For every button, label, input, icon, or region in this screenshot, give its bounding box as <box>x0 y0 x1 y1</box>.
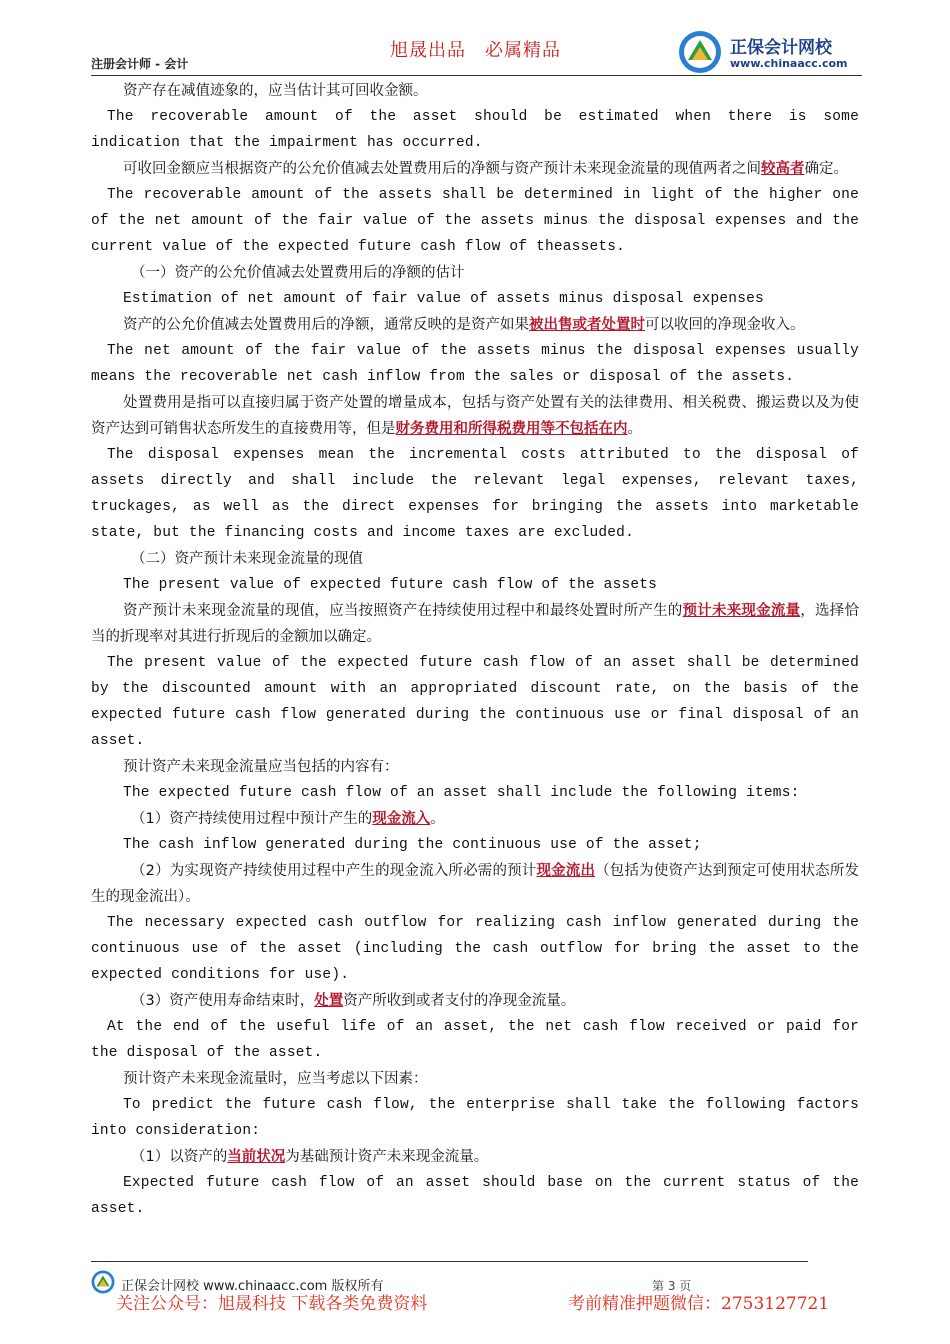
paragraph-en <box>91 1014 859 1066</box>
highlighted-term: 现金流入 <box>372 811 431 827</box>
paragraph-cn <box>91 598 859 650</box>
paragraph-text: （3）资产使用寿命结束时， <box>131 993 315 1009</box>
highlighted-term: 被出售或者处置时 <box>529 317 645 333</box>
paragraph-text: The recoverable amount of the assets shall be determined in light of the higher one of the net amount of the fair value of the assets minus the disposal expenses and the current value of the expected future cash flow of theassets. <box>91 187 859 255</box>
paragraph-cn <box>91 156 859 182</box>
paragraph-text: Expected future cash flow of an asset should base on the current status of the asset. <box>91 1175 859 1217</box>
paragraph-cn <box>91 312 859 338</box>
chinaacc-logo-icon <box>678 30 722 74</box>
paragraph-text: 预计资产未来现金流量时，应当考虑以下因素： <box>123 1071 428 1087</box>
logo-url: www.chinaacc.com <box>730 57 848 70</box>
paragraph-cn <box>91 390 859 442</box>
paragraph-text: 为基础预计资产未来现金流量。 <box>285 1149 489 1165</box>
paragraph-en <box>91 1092 859 1144</box>
paragraph-text: 资产预计未来现金流量的现值，应当按照资产在持续使用过程中和最终处置时所产生的 <box>123 603 683 619</box>
paragraph-text: ，选择恰当的折现率对其进行折现后的金额加以确定。 <box>91 603 860 645</box>
paragraph-text: （包括为使资产达到预定可使用状态所发生的现金流出）。 <box>91 863 860 905</box>
paragraph-en <box>91 832 859 858</box>
paragraph-text: The disposal expenses mean the incremental costs attributed to the disposal of assets directly and shall include the relevant legal expenses, relevant taxes, truckages, as well as the direct expenses for bringing the assets into marketable state, but the financing costs and income taxes are excluded. <box>91 447 859 541</box>
paragraph-cn <box>91 1066 859 1092</box>
header-slogan: 旭晟出品 必属精品 <box>390 40 561 61</box>
paragraph-text: The necessary expected cash outflow for realizing cash inflow generated during the continuous use of the asset (including the cash outflow for bring the asset to the expected conditions for use). <box>91 915 859 983</box>
paragraph-en <box>91 910 859 988</box>
paragraph-cn <box>91 260 859 286</box>
paragraph-en <box>91 104 859 156</box>
paragraph-cn <box>91 754 859 780</box>
paragraph-text: （一）资产的公允价值减去处置费用后的净额的估计 <box>131 265 465 281</box>
paragraph-text: To predict the future cash flow, the enterprise shall take the following factors into consideration: <box>91 1097 859 1139</box>
paragraph-text: 资产所收到或者支付的净现金流量。 <box>343 993 576 1009</box>
paragraph-text: （2）为实现资产持续使用过程中产生的现金流入所必需的预计 <box>131 863 537 879</box>
paragraph-text: The recoverable amount of the asset should be estimated when there is some indication that the impairment has occurred. <box>91 109 859 151</box>
highlighted-term: 当前状况 <box>227 1149 286 1165</box>
paragraph-cn <box>91 806 859 832</box>
highlighted-term: 现金流出 <box>536 863 596 879</box>
paragraph-text: 资产存在减值迹象的，应当估计其可回收金额。 <box>123 83 428 99</box>
paragraph-cn <box>91 858 859 910</box>
paragraph-text: （1）资产持续使用过程中预计产生的 <box>131 811 373 827</box>
paragraph-en <box>91 442 859 546</box>
paragraph-cn <box>91 1144 859 1170</box>
paragraph-text: 。 <box>627 421 642 437</box>
paragraph-text: 资产的公允价值减去处置费用后的净额，通常反映的是资产如果 <box>123 317 529 333</box>
chinaacc-logo-icon <box>91 1270 115 1294</box>
paragraph-en <box>91 650 859 754</box>
paragraph-en <box>91 572 859 598</box>
paragraph-text: 处置费用是指可以直接归属于资产处置的增量成本，包括与资产处置有关的法律费用、相关税费、搬运费以及为使资产达到可销售状态所发生的直接费用等，但是 <box>91 395 859 437</box>
document-body <box>91 78 859 1222</box>
highlighted-term: 预计未来现金流量 <box>682 603 801 619</box>
paragraph-text: （二）资产预计未来现金流量的现值 <box>131 551 363 567</box>
highlighted-term: 较高者 <box>761 161 805 177</box>
footer-copyright: 正保会计网校 www.chinaacc.com 版权所有 <box>121 1279 384 1294</box>
paragraph-en <box>91 286 859 312</box>
paragraph-text: 预计资产未来现金流量应当包括的内容有： <box>123 759 399 775</box>
highlighted-term: 财务费用和所得税费用等不包括在内 <box>395 421 628 437</box>
highlighted-term: 处置 <box>314 993 344 1009</box>
header-subject: 注册会计师 - 会计 <box>91 57 189 71</box>
paragraph-cn <box>91 546 859 572</box>
paragraph-text: 确定。 <box>804 161 848 177</box>
paragraph-text: The cash inflow generated during the continuous use of the asset; <box>123 837 702 853</box>
paragraph-text: The expected future cash flow of an asset shall include the following items: <box>123 785 800 801</box>
paragraph-text: At the end of the useful life of an asset, the net cash flow received or paid for the disposal of the asset. <box>91 1019 859 1061</box>
footer-divider <box>91 1261 808 1262</box>
brand-logo <box>678 30 868 74</box>
paragraph-text: Estimation of net amount of fair value of assets minus disposal expenses <box>123 291 764 307</box>
paragraph-text: 。 <box>430 811 445 827</box>
paragraph-text: 可以收回的净现金收入。 <box>645 317 805 333</box>
paragraph-en <box>91 780 859 806</box>
paragraph-en <box>91 1170 859 1222</box>
header-divider <box>91 75 862 76</box>
paragraph-text: The present value of expected future cash flow of the assets <box>123 577 658 593</box>
paragraph-text: The present value of the expected future cash flow of an asset shall be determined by the discounted amount with an appropriated discount rate, on the basis of the expected future cash flow generated during the continuous use or final disposal of an asset. <box>91 655 859 749</box>
paragraph-en <box>91 182 859 260</box>
paragraph-en <box>91 338 859 390</box>
paragraph-text: The net amount of the fair value of the assets minus the disposal expenses usually means the recoverable net cash inflow from the sales or disposal of the assets. <box>91 343 859 385</box>
paragraph-text: 可收回金额应当根据资产的公允价值减去处置费用后的净额与资产预计未来现金流量的现值两者之间 <box>123 161 761 177</box>
page-header <box>0 0 950 80</box>
paragraph-cn <box>91 78 859 104</box>
promo-wechat-account: 关注公众号：旭晟科技 下载各类免费资料 <box>116 1294 428 1314</box>
paragraph-cn <box>91 988 859 1014</box>
promo-contact: 考前精准押题微信：2753127721 <box>568 1294 830 1314</box>
logo-name: 正保会计网校 <box>730 38 832 58</box>
page-number: 第 3 页 <box>652 1279 692 1293</box>
paragraph-text: （1）以资产的 <box>131 1149 228 1165</box>
